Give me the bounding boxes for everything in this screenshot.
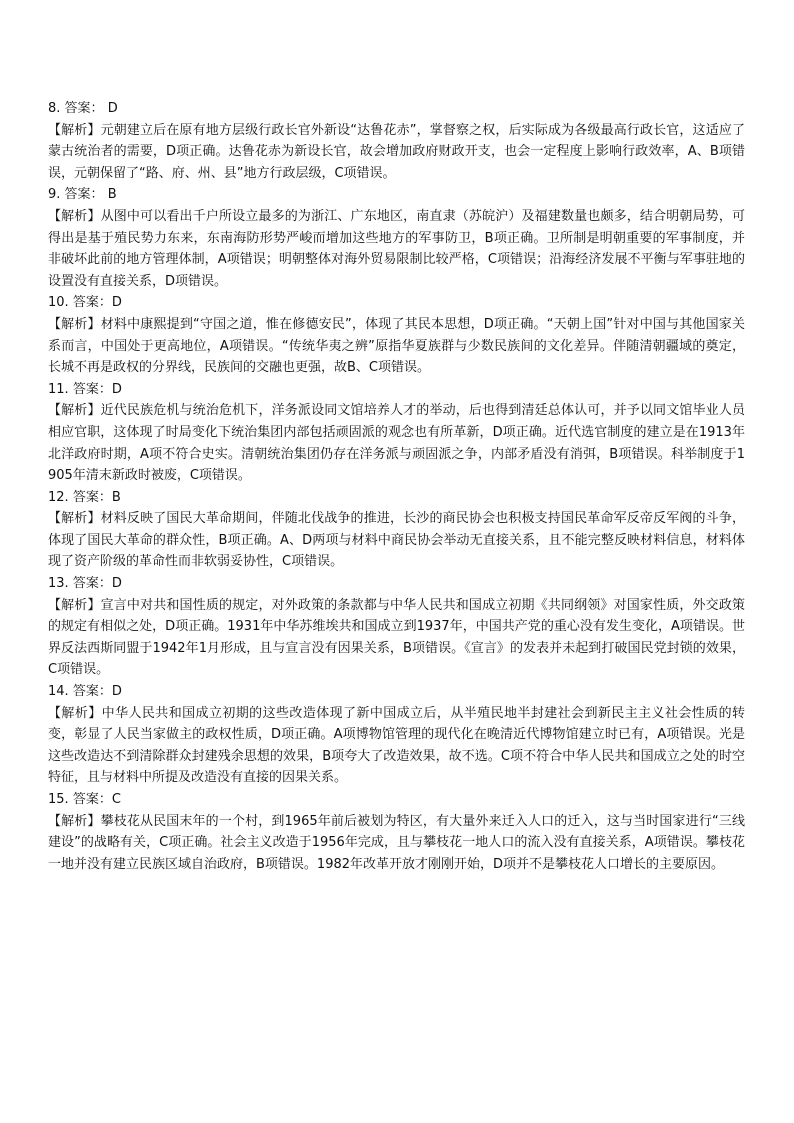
question-number: 13. [48,576,69,592]
answer-label: 答案： [72,381,112,397]
analysis-text: 从图中可以看出千户所设立最多的为浙江、广东地区，南直隶（苏皖沪）及福建数量也颇多，结合明朝局势，可得出是基于殖民势力东来，东南海防形势严峻而增加这些地方的军事防卫，B项正确。卫所制是明朝重要的军事制度，并非破坏此前的地方管理体制，A项错误；明朝整体对海外贸易限制比较严格，C项错误；沿海经济发展不平衡与军事驻地的设置没有直接关系，D项错误。 [48,208,745,289]
answer-line [48,184,745,206]
analysis-tag: 【解析】 [48,813,101,829]
analysis-text: 近代民族危机与统治危机下，洋务派设同文馆培养人才的举动，后也得到清廷总体认可，并予以同文馆毕业人员相应官职，这体现了时局变化下统治集团内部包括顽固派的观念也有所革新，D项正确。近代选官制度的建立是在1913年北洋政府时期，A项不符合史实。清朝统治集团仍存在洋务派与顽固派之争，内部矛盾没有消弭，B项错误。科举制度于1905年清末新政时被废，C项错误。 [48,403,745,484]
answer-sheet [48,98,745,875]
question-block-14 [48,681,745,789]
answer-label: 答案： [64,101,104,116]
analysis-paragraph [48,314,745,379]
analysis-text: 攀枝花从民国末年的一个村，到1965年前后被划为特区，有大量外来迁入人口的迁入，这与当时国家进行“三线建设”的战略有关，C项正确。社会主义改造于1956年完成，且与攀枝花一地人口的流入没有直接关系，A项错误。攀枝花一地并没有建立民族区域自治政府，B项错误。1982年改革开放才刚刚开始，D项并不是攀枝花人口增长的主要原因。 [48,813,745,872]
analysis-tag: 【解析】 [48,208,101,224]
answer-label: 答案： [72,576,112,592]
answer-value: D [111,684,122,700]
analysis-paragraph [48,703,745,789]
question-block-9 [48,184,745,292]
question-number: 9. [48,187,61,203]
question-number: 14. [48,684,69,700]
question-number: 12. [48,489,69,505]
answer-line [48,487,745,509]
answer-line [48,681,745,703]
question-block-10 [48,292,745,378]
answer-label: 答案： [72,684,112,700]
analysis-paragraph [48,811,745,876]
analysis-tag: 【解析】 [48,705,102,721]
analysis-paragraph [48,206,745,292]
answer-label: 答案： [72,489,112,505]
answer-label: 答案： [72,295,112,311]
answer-value: D [111,576,122,592]
question-block-15 [48,789,745,875]
answer-value: D [107,101,118,116]
question-number: 10. [48,295,69,311]
question-block-12 [48,487,745,573]
analysis-text: 中华人民共和国成立初期的这些改造体现了新中国成立后，从半殖民地半封建社会到新民主主义社会性质的转变，彰显了人民当家做主的政权性质，D项正确。A项博物馆管理的现代化在晚清近代博物馆建立时已有，A项错误。光是这些改造达不到清除群众封建残余思想的效果，B项夸大了改造效果，故不选。C项不符合中华人民共和国成立之处的时空特征，且与材料中所提及改造没有直接的因果关系。 [48,705,745,786]
answer-value: D [111,295,122,311]
analysis-paragraph [48,120,745,185]
answer-line [48,292,745,314]
analysis-tag: 【解析】 [48,403,101,419]
analysis-tag: 【解析】 [48,511,101,527]
analysis-paragraph [48,595,745,681]
answer-line [48,379,745,401]
answer-line [48,98,745,120]
question-number: 11. [48,381,69,397]
analysis-text: 材料反映了国民大革命期间，伴随北伐战争的推进，长沙的商民协会也积极支持国民革命军反帝反军阀的斗争，体现了国民大革命的群众性，B项正确。A、D两项与材料中商民协会举动无直接关系，且不能完整反映材料信息，材料体现了资产阶级的革命性而非软弱妥协性，C项错误。 [48,511,745,570]
analysis-tag: 【解析】 [48,316,101,332]
answer-line [48,573,745,595]
analysis-text: 材料中康熙提到“守国之道，惟在修德安民”，体现了其民本思想，D项正确。“天朝上国”针对中国与其他国家关系而言，中国处于更高地位，A项错误。“传统华夷之辨”原指华夏族群与少数民族间的文化差异。伴随清朝疆域的奠定，长城不再是政权的分界线，民族间的交融也更强，故B、C项错误。 [48,316,745,376]
analysis-text: 元朝建立后在原有地方层级行政长官外新设“达鲁花赤”，掌督察之权，后实际成为各级最高行政长官，这适应了蒙古统治者的需要，D项正确。达鲁花赤为新设长官，故会增加政府财政开支，也会一定程度上影响行政效率，A、B项错误，元朝保留了“路、府、州、县”地方行政层级，C项错误。 [48,122,745,181]
answer-value: B [111,489,121,505]
analysis-paragraph [48,400,745,486]
question-block-11 [48,379,745,487]
analysis-tag: 【解析】 [48,122,101,138]
analysis-text: 宣言中对共和国性质的规定，对外政策的条款都与中华人民共和国成立初期《共同纲领》对国家性质，外交政策的规定有相似之处，D项正确。1931年中华苏维埃共和国成立到1937年，中国共产党的重心没有发生变化，A项错误。世界反法西斯同盟于1942年1月形成，且与宣言没有因果关系，B项错误。《宣言》的发表并未起到打破国民党封锁的效果，C项错误。 [48,597,745,678]
answer-label: 答案： [64,187,104,203]
question-block-13 [48,573,745,681]
analysis-tag: 【解析】 [48,597,101,613]
analysis-paragraph [48,508,745,573]
answer-line [48,789,745,811]
answer-value: B [107,187,117,203]
question-number: 15. [48,792,69,807]
answer-value: C [111,792,121,807]
question-block-8 [48,98,745,184]
answer-label: 答案： [72,792,112,807]
question-number: 8. [48,101,61,116]
answer-value: D [111,381,122,397]
